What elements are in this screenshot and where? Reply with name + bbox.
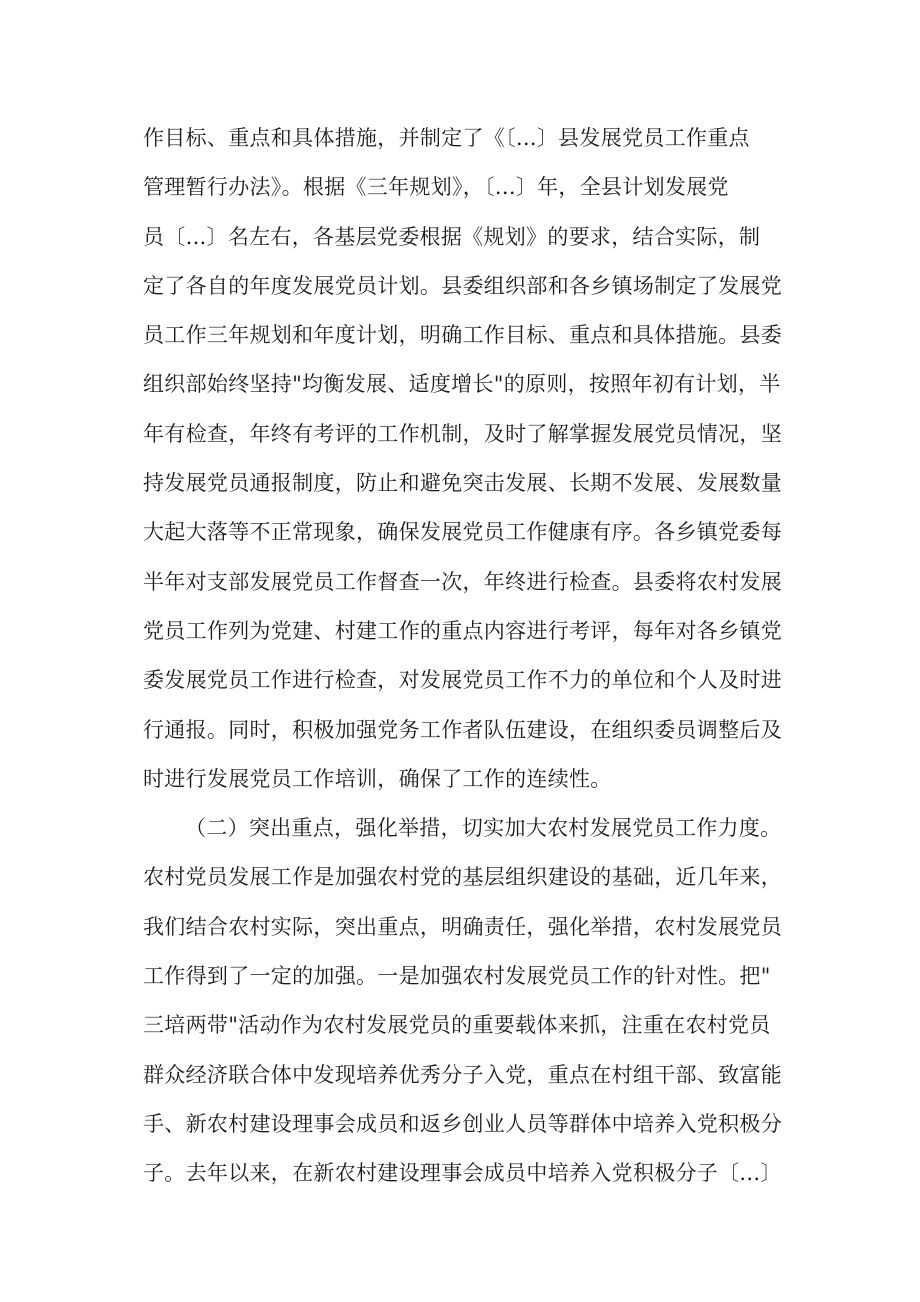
text-line: 手、新农村建设理事会成员和返乡创业人员等群体中培养入党积极分 bbox=[143, 1111, 782, 1136]
text-line: 农村党员发展工作是加强农村党的基层组织建设的基础，近几年来， bbox=[143, 865, 782, 890]
text-line: 委发展党员工作进行检查，对发展党员工作不力的单位和个人及时进 bbox=[143, 668, 782, 693]
text-line: 半年对支部发展党员工作督查一次，年终进行检查。县委将农村发展 bbox=[143, 569, 782, 594]
text-line: 群众经济联合体中发现培养优秀分子入党，重点在村组干部、致富能 bbox=[143, 1062, 782, 1087]
text-line: 组织部始终坚持"均衡发展、适度增长"的原则，按照年初有计划，半 bbox=[143, 372, 781, 397]
text-line: 年有检查，年终有考评的工作机制，及时了解掌握发展党员情况，坚 bbox=[143, 421, 782, 446]
text-line: 管理暂行办法》。根据《三年规划》，〔...〕年，全县计划发展党 bbox=[143, 175, 729, 200]
document-body bbox=[143, 114, 803, 1199]
text-line: 员〔...〕名左右，各基层党委根据《规划》的要求，结合实际，制 bbox=[143, 224, 761, 249]
text-line: 行通报。同时，积极加强党务工作者队伍建设，在组织委员调整后及 bbox=[143, 717, 782, 742]
text-line: 工作得到了一定的加强。一是加强农村发展党员工作的针对性。把" bbox=[143, 964, 771, 989]
text-line: 作目标、重点和具体措施，并制定了《〔...〕县发展党员工作重点 bbox=[143, 126, 750, 150]
text-line: 党员工作列为党建、村建工作的重点内容进行考评，每年对各乡镇党 bbox=[143, 618, 782, 643]
text-line: 时进行发展党员工作培训，确保了工作的连续性。 bbox=[143, 766, 612, 791]
text-line: 持发展党员通报制度，防止和避免突击发展、长期不发展、发展数量 bbox=[143, 471, 782, 496]
text-line: 员工作三年规划和年度计划，明确工作目标、重点和具体措施。县委 bbox=[143, 323, 782, 348]
text-line: 定了各自的年度发展党员计划。县委组织部和各乡镇场制定了发展党 bbox=[143, 273, 782, 298]
text-line: 子。去年以来，在新农村建设理事会成员中培养入党积极分子〔...〕 bbox=[143, 1161, 782, 1186]
text-line: 三培两带"活动作为农村发展党员的重要载体来抓，注重在农村党员 bbox=[143, 1013, 771, 1038]
text-line: 我们结合农村实际，突出重点，明确责任，强化举措，农村发展党员 bbox=[143, 914, 782, 939]
text-line: 大起大落等不正常现象，确保发展党员工作健康有序。各乡镇党委每 bbox=[143, 520, 782, 545]
section-heading: （二）突出重点，强化举措，切实加大农村发展党员工作力度。 bbox=[185, 816, 782, 841]
